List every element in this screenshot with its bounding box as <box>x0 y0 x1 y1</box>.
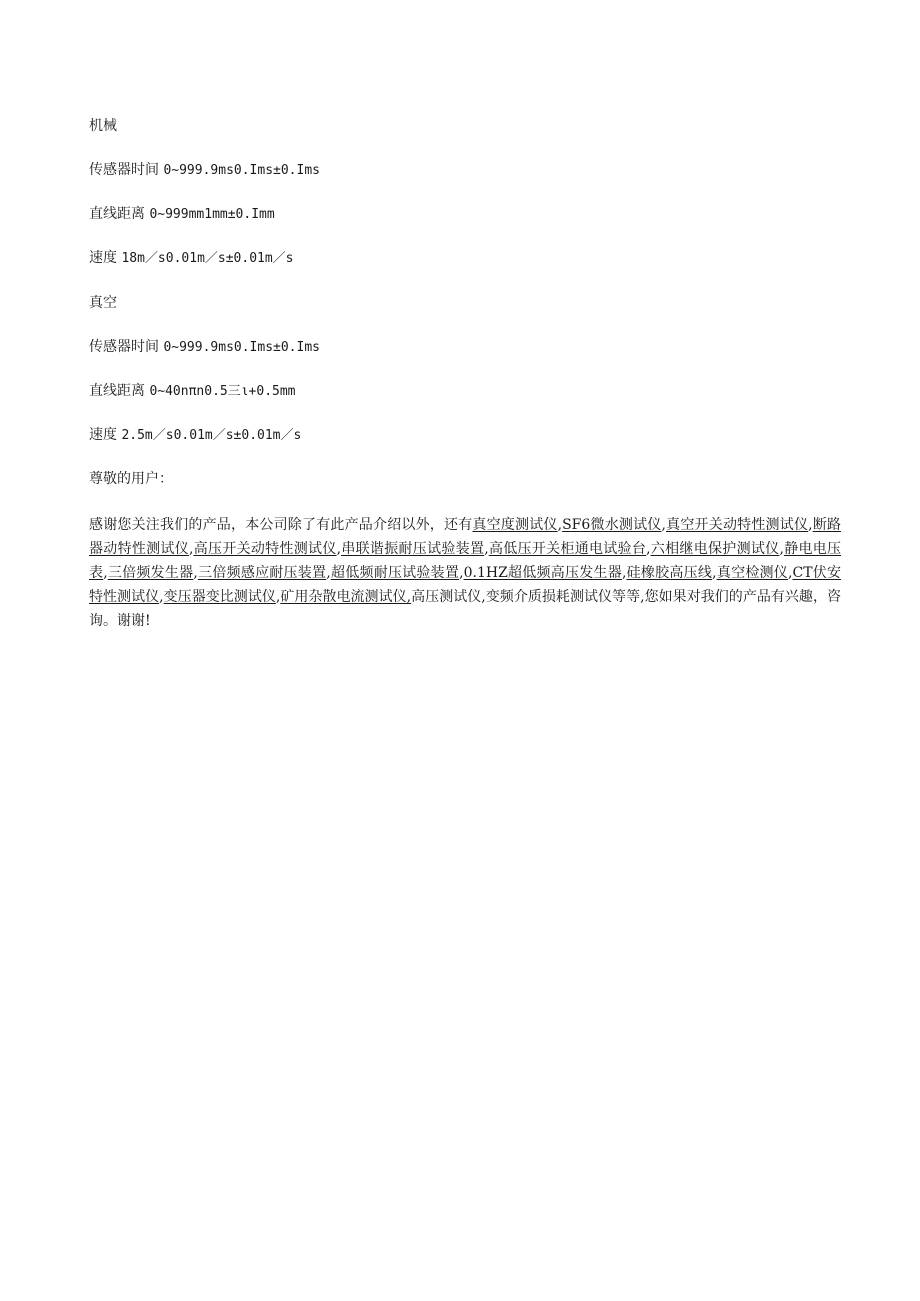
vacuum-sensor-time-row <box>89 338 320 357</box>
intro-tail-text: 高压测试仪,变频介质损耗测试仪等等,您如果对我们的产品有兴趣，咨询。谢谢! <box>89 589 841 629</box>
product-link[interactable]: 三倍频感应耐压装置 <box>197 565 327 581</box>
product-link[interactable]: 硅橡胶高压线 <box>626 565 713 581</box>
speed-value: 2.5m／s0.01m／s±0.01m／s <box>121 428 302 443</box>
product-link[interactable]: 静电电压表 <box>89 541 842 581</box>
product-link[interactable]: 真空度测试仪 <box>472 517 558 533</box>
greeting <box>89 470 173 488</box>
distance-value: 0~999mm1mm±0.Imm <box>149 207 275 222</box>
speed-label: 速度 <box>89 427 117 443</box>
vacuum-heading-text: 真空 <box>89 295 117 311</box>
sensor-time-value: 0~999.9ms0.Ims±0.Ims <box>163 163 320 178</box>
distance-label: 直线距离 <box>89 206 145 222</box>
sensor-time-label: 传感器时间 <box>89 339 159 355</box>
speed-value: 18m／s0.01m／s±0.01m／s <box>121 251 294 266</box>
greeting-text: 尊敬的用户： <box>89 471 173 487</box>
product-link[interactable]: 三倍频发生器 <box>107 565 194 581</box>
intro-paragraph: 感谢您关注我们的产品，本公司除了有此产品介绍以外，还有真空度测试仪,SF6微水测试仪,真空开关动特性测试仪,断路器动特性测试仪,高压开关动特性测试仪,串联谐振耐压试验装置,高低压开关柜通电试验台,六相继电保护测试仪,静电电压表,三倍频发生器,三倍频感应耐压装置,超低频耐压试验装置,0.1HZ超低频高压发生器,硅橡胶高压线,真空检测仪,CT伏安特性测试仪,变压器变比测试仪,矿用杂散电流测试仪,高压测试仪,变频介质损耗测试仪等等,您如果对我们的产品有兴趣，咨询。谢谢! <box>89 517 842 629</box>
mechanical-distance-row <box>89 205 275 224</box>
mechanical-heading-text: 机械 <box>89 118 117 134</box>
product-link[interactable]: 高低压开关柜通电试验台 <box>488 541 647 557</box>
product-link[interactable]: 真空开关动特性测试仪 <box>665 517 809 533</box>
product-link[interactable]: 断路器动特性测试仪 <box>89 517 842 557</box>
product-link[interactable]: 真空检测仪 <box>716 565 789 581</box>
product-link[interactable]: 矿用杂散电流测试仪, <box>280 589 412 605</box>
vacuum-heading <box>89 294 117 312</box>
mechanical-speed-row <box>89 249 294 268</box>
sensor-time-value: 0~999.9ms0.Ims±0.Ims <box>163 340 320 355</box>
intro-lead-text: 感谢您关注我们的产品，本公司除了有此产品介绍以外，还有 <box>89 517 473 533</box>
vacuum-speed-row <box>89 426 301 445</box>
product-link[interactable]: 六相继电保护测试仪 <box>650 541 780 557</box>
vacuum-distance-row <box>89 382 296 401</box>
mechanical-sensor-time-row <box>89 161 320 180</box>
product-link[interactable]: SF6微水测试仪 <box>562 517 662 533</box>
product-link[interactable]: 变压器变比测试仪 <box>163 589 276 605</box>
distance-label: 直线距离 <box>89 383 145 399</box>
product-link[interactable]: CT伏安特性测试仪 <box>89 565 842 605</box>
sensor-time-label: 传感器时间 <box>89 162 159 178</box>
product-link[interactable]: 0.1HZ超低频高压发生器 <box>463 565 622 581</box>
product-link[interactable]: 高压开关动特性测试仪 <box>193 541 337 557</box>
distance-value: 0~40nπn0.5三ι+0.5mm <box>149 384 296 399</box>
product-link[interactable]: 超低频耐压试验装置 <box>330 565 460 581</box>
product-link[interactable]: 串联谐振耐压试验装置 <box>341 541 485 557</box>
mechanical-heading <box>89 117 117 135</box>
speed-label: 速度 <box>89 250 117 266</box>
